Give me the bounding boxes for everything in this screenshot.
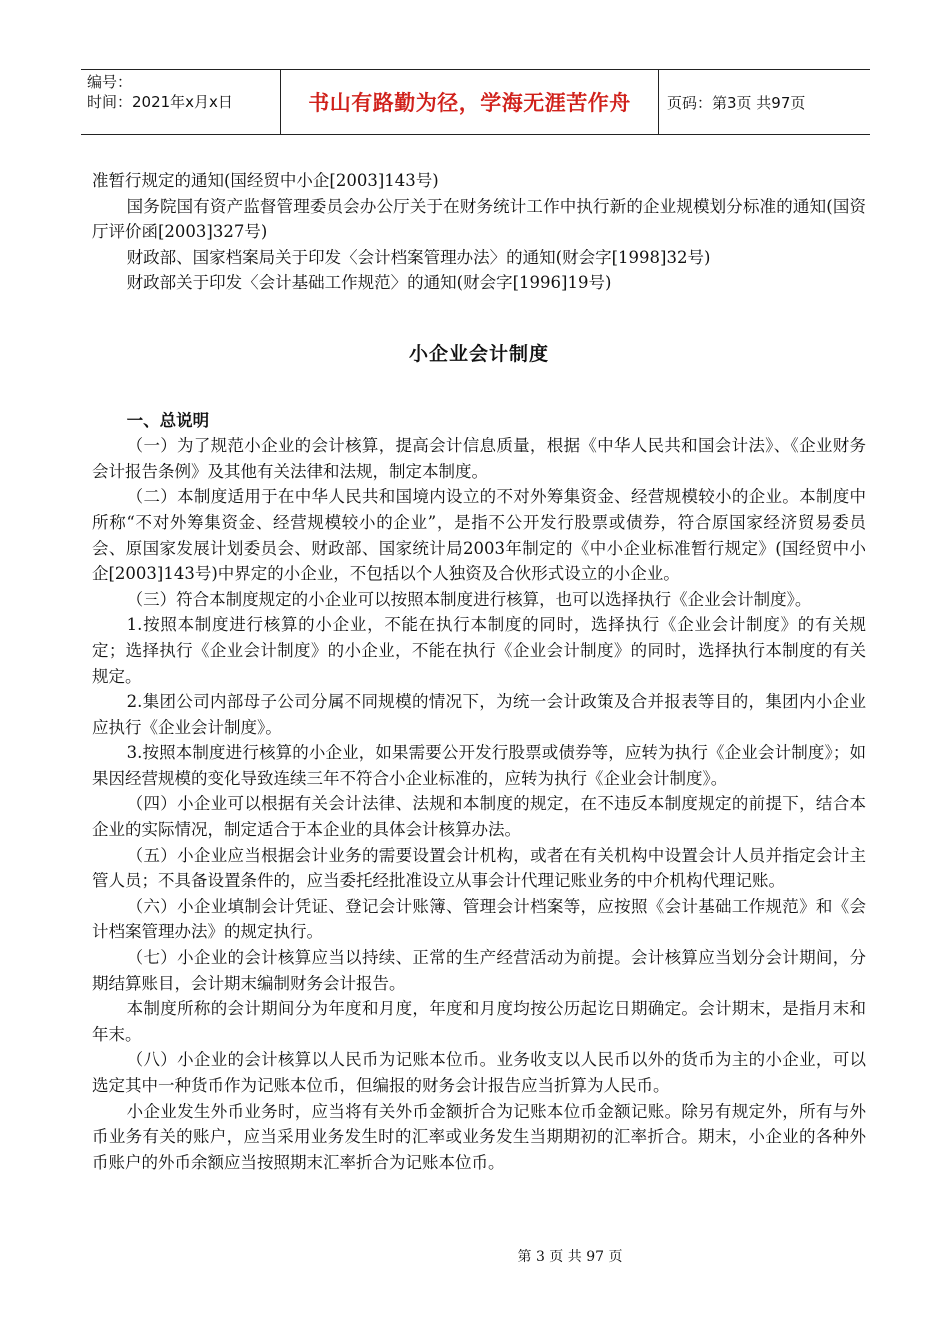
intro-paragraph: 国务院国有资产监督管理委员会办公厅关于在财务统计工作中执行新的企业规模划分标准的通知(国资厅评价函[2003]327号) [92, 196, 866, 242]
body-paragraph: （三）符合本制度规定的小企业可以按照本制度进行核算，也可以选择执行《企业会计制度》。 [126, 589, 812, 609]
body-paragraph: （四）小企业可以根据有关会计法律、法规和本制度的规定，在不违反本制度规定的前提下，结合本企业的实际情况，制定适合于本企业的具体会计核算办法。 [92, 794, 866, 840]
document-title: 小企业会计制度 [408, 342, 549, 365]
body-paragraph: （八）小企业的会计核算以人民币为记账本位币。业务收支以人民币以外的货币为主的小企业，可以选定其中一种货币作为记账本位币，但编报的财务会计报告应当折算为人民币。 [92, 1050, 866, 1095]
body-paragraph: （二）本制度适用于在中华人民共和国境内设立的不对外筹集资金、经营规模较小的企业。本制度中所称“不对外筹集资金、经营规模较小的企业”，是指不公开发行股票或债券，符合原国家经济贸易委员会、原国家发展计划委员会、财政部、国家统计局2003年制定的《中小企业标准暂行规定》(国经贸中小企[2003]143号)中界定的小企业，不包括以个人独资及合伙形式设立的小企业。 [92, 487, 866, 584]
document-time-label: 时间：2021年x月x日 [87, 93, 233, 111]
intro-paragraph: 准暂行规定的通知(国经贸中小企[2003]143号) [92, 171, 439, 190]
body-paragraph: 2.集团公司内部母子公司分属不同规模的情况下，为统一会计政策及合并报表等目的，集团内小企业应执行《企业会计制度》。 [92, 692, 866, 737]
body-paragraph: （五）小企业应当根据会计业务的需要设置会计机构，或者在有关机构中设置会计人员并指定会计主管人员；不具备设置条件的，应当委托经批准设立从事会计代理记账业务的中介机构代理记账。 [92, 845, 866, 891]
page-header [81, 69, 870, 135]
intro-paragraph: 财政部、国家档案局关于印发〈会计档案管理办法〉的通知(财会字[1998]32号) [126, 247, 711, 267]
body-paragraph: （六）小企业填制会计凭证、登记会计账簿、管理会计档案等，应按照《会计基础工作规范》和《会计档案管理办法》的规定执行。 [92, 896, 866, 942]
header-motto: 书山有路勤为径，学海无涯苦作舟 [281, 70, 659, 134]
body-paragraph: （七）小企业的会计核算应当以持续、正常的生产经营活动为前提。会计核算应当划分会计期间，分期结算账目，会计期末编制财务会计报告。 [92, 948, 866, 993]
body-paragraph: 本制度所称的会计期间分为年度和月度，年度和月度均按公历起讫日期确定。会计期末，是指月末和年末。 [92, 999, 866, 1044]
body-paragraph: 1.按照本制度进行核算的小企业，不能在执行本制度的同时，选择执行《企业会计制度》的有关规定；选择执行《企业会计制度》的小企业，不能在执行《企业会计制度》的同时，选择执行本制度的有关规定。 [92, 615, 866, 686]
body-paragraph: 小企业发生外币业务时，应当将有关外币金额折合为记账本位币金额记账。除另有规定外，所有与外币业务有关的账户，应当采用业务发生时的汇率或业务发生当期期初的汇率折合。期末，小企业的各种外币账户的外币余额应当按照期末汇率折合为记账本位币。 [92, 1101, 866, 1172]
document-number-label: 编号： [87, 73, 133, 91]
body-paragraph: 3.按照本制度进行核算的小企业，如果需要公开发行股票或债券等，应转为执行《企业会计制度》；如果因经营规模的变化导致连续三年不符合小企业标准的，应转为执行《企业会计制度》。 [92, 743, 866, 788]
section-heading: 一、总说明 [126, 410, 210, 430]
page-footer: 第 3 页 共 97 页 [517, 1249, 623, 1265]
header-page-info: 页码：第3页 共97页 [667, 93, 806, 112]
document-body [92, 168, 866, 1175]
intro-paragraph: 财政部关于印发〈会计基础工作规范〉的通知(财会字[1996]19号) [126, 273, 612, 293]
header-meta [81, 70, 281, 134]
body-paragraph: （一）为了规范小企业的会计核算，提高会计信息质量，根据《中华人民共和国会计法》、《企业财务会计报告条例》及其他有关法律和法规，制定本制度。 [92, 436, 866, 481]
